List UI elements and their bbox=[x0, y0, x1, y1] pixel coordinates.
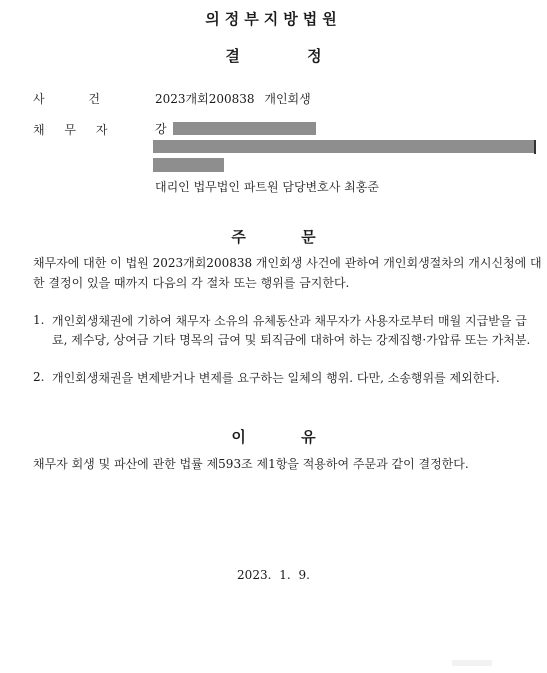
order-item-1-number: 1. bbox=[33, 313, 45, 327]
debtor-agent: 대리인 법무법인 파트원 담당변호사 최홍준 bbox=[155, 180, 379, 194]
order-item-2-text: 개인회생채권을 변제받거나 변제를 요구하는 일체의 행위. 다만, 소송행위를 제외한다. bbox=[52, 371, 500, 385]
reason-heading: 이 유 bbox=[231, 428, 316, 446]
order-item-2-number: 2. bbox=[33, 370, 45, 384]
redaction-edge-mark bbox=[534, 140, 536, 154]
redacted-debtor-name bbox=[173, 122, 316, 135]
order-item-1-text: 개인회생채권에 기하여 채무자 소유의 유체동산과 채무자가 사용자로부터 매월 지급받을 급료, 제수당, 상여금 기타 명목의 급여 및 퇴직금에 대하여 하는 강제집행·가압류 또는 가처분. bbox=[52, 314, 531, 347]
debtor-name-prefix: 강 bbox=[155, 122, 167, 136]
case-label: 사 건 bbox=[33, 92, 100, 106]
redacted-debtor-address bbox=[153, 140, 535, 153]
faint-mark bbox=[452, 660, 492, 666]
debtor-label: 채 무 자 bbox=[33, 123, 108, 137]
order-heading: 주 문 bbox=[231, 228, 316, 246]
reason-text: 채무자 회생 및 파산에 관한 법률 제593조 제1항을 적용하여 주문과 같이 결정한다. bbox=[33, 457, 469, 471]
court-name: 의정부지방법원 bbox=[205, 10, 342, 28]
order-text: 채무자에 대한 이 법원 2023개회200838 개인회생 사건에 관하여 개인회생절차의 개시신청에 대한 결정이 있을 때까지 다음의 각 절차 또는 행위를 금지한다. bbox=[33, 256, 542, 290]
redacted-debtor-address-2 bbox=[153, 158, 224, 172]
case-value: 2023개회200838 개인회생 bbox=[155, 92, 311, 106]
decision-date: 2023. 1. 9. bbox=[237, 568, 310, 582]
document-title: 결 정 bbox=[225, 47, 322, 65]
